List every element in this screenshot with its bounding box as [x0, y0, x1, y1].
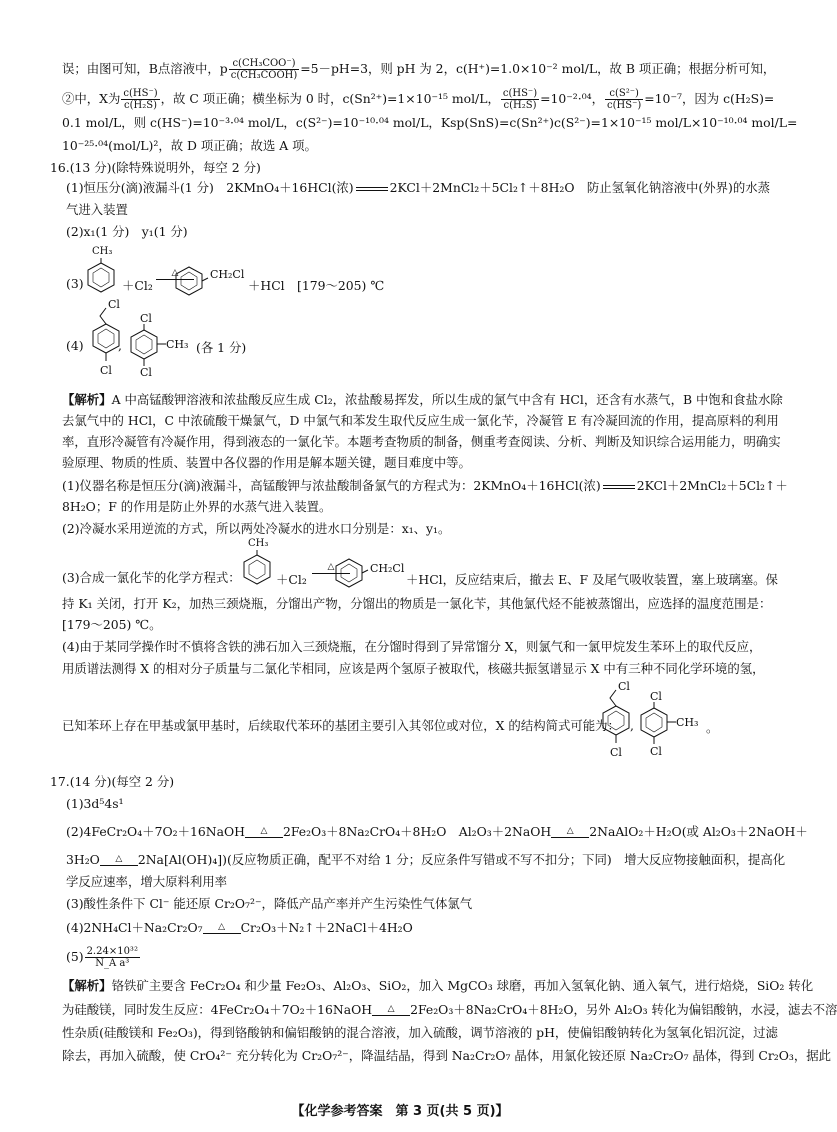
- methyl-label: CH₃: [676, 716, 699, 729]
- text-line: (1)恒压分(滴)液漏斗(1 分) 2KMnO₄＋16HCl(浓) 2KCl＋2MnCl₂＋5Cl₂↑＋8H₂O 防止氢氧化钠溶液中(外界)的水蒸: [66, 180, 771, 195]
- chlorine-label: Cl: [100, 364, 112, 377]
- analysis-line: [179～205) ℃。: [62, 617, 162, 632]
- analysis-line: 去氯气中的 HCl，C 中浓硫酸干燥氯气，D 中氯气和苯发生取代反应生成一氯化苄，冷凝管 E 有冷凝回流的作用，提高原料的利用: [62, 413, 779, 428]
- chloromethyl-label: CH₂Cl: [210, 268, 245, 281]
- chlorine-label: Cl: [650, 745, 662, 758]
- text-line: (4)2NH₄Cl＋Na₂Cr₂O₇ △ Cr₂O₃＋N₂↑＋2NaCl＋4H₂O: [66, 920, 413, 935]
- text-line: 误；由图可知，B点溶液中，p $\frac{\text{c(CH₃COO⁻)}}{\text{c(CH₃COOH)}}$ =5－pH=3，则 pH 为 2，c(H⁺)=1.0×10⁻² mol/L，故 B 项正确；根据分析可知，: [62, 58, 776, 81]
- analysis-line: 【解析】A 中高锰酸钾溶液和浓盐酸反应生成 Cl₂，浓盐酸易挥发，所以生成的氯气中含有 HCl，还含有水蒸气，B 中饱和食盐水除: [62, 392, 783, 407]
- analysis-line: 性杂质(硅酸镁和 Fe₂O₃)，得到铬酸钠和偏铝酸钠的混合溶液，加入硫酸，调节溶液的 pH，使偏铝酸钠转化为氢氧化铝沉淀，过滤: [62, 1025, 778, 1040]
- question-17-heading: 17.(14 分)(每空 2 分): [50, 774, 175, 789]
- item-label: (4): [66, 338, 84, 353]
- separator: ,: [630, 718, 634, 733]
- separator: ,: [118, 338, 122, 353]
- analysis-line: 为硅酸镁，同时发生反应：4FeCr₂O₄＋7O₂＋16NaOH △ 2Fe₂O₃＋8Na₂CrO₄＋8H₂O，另外 Al₂O₃ 转化为偏铝酸钠，水浸，滤去不溶: [62, 1002, 837, 1017]
- text-line: 学反应速率，增大原料利用率: [66, 874, 228, 889]
- analysis-line: 8H₂O；F 的作用是防止外界的水蒸气进入装置。: [62, 499, 332, 514]
- benzene-ring: [332, 556, 366, 590]
- methyl-label: CH₃: [166, 338, 189, 351]
- chlorine-label: Cl: [610, 746, 622, 759]
- fraction: $\frac{\text{c(CH₃COO⁻)}}{\text{c(CH₃COOH)}}$: [230, 58, 298, 81]
- chlorine-label: Cl: [140, 312, 152, 325]
- fraction: $\frac{\text{2.24×10³²}}{\text{N\_A a³}}$: [86, 946, 138, 969]
- text-line: 3H₂O △ 2Na[Al(OH)₄])(反应物质正确，配平不对给 1 分；反应条件写错或不写不扣分；下同) 增大反应物接触面积，提高化: [66, 852, 786, 867]
- fraction: $\frac{c(HS^-)}{\text{c(H₂S)}}$: [123, 88, 158, 111]
- analysis-line: 【解析】铬铁矿主要含 FeCr₂O₄ 和少量 Fe₂O₃、Al₂O₃、SiO₂，加入 MgCO₃ 球磨，再加入氢氧化钠、通入氧气，进行焙烧，SiO₂ 转化: [62, 978, 814, 993]
- period: 。: [706, 720, 719, 735]
- toluene-structure: [84, 258, 118, 298]
- fraction: $\frac{c(HS^-)}{\text{c(H₂S)}}$: [502, 88, 538, 111]
- score-note: (各 1 分): [196, 340, 247, 355]
- heat-condition: △: [115, 854, 123, 864]
- analysis-line: 除去，再加入硫酸，使 CrO₄²⁻ 充分转化为 Cr₂O₇²⁻，降温结晶，得到 Na₂Cr₂O₇ 晶体，用氯化铵还原 Na₂Cr₂O₇ 晶体，得到 Cr₂O₃，据此: [62, 1048, 832, 1063]
- heat-condition: △: [171, 268, 179, 278]
- fraction: $\frac{\text{c(S²⁻)}}{c(HS^-)}$: [607, 88, 642, 111]
- analysis-line: (1)仪器名称是恒压分(滴)液漏斗，高锰酸钾与浓盐酸制备氯气的方程式为：2KMnO₄＋16HCl(浓) 2KCl＋2MnCl₂＋5Cl₂↑＋: [62, 478, 788, 493]
- equals-sign: [356, 187, 388, 191]
- text-line: 气进入装置: [66, 202, 128, 217]
- text-line: 10⁻²⁵·⁰⁴(mol/L)²，故 D 项正确；故选 A 项。: [62, 138, 317, 153]
- analysis-line: 用质谱法测得 X 的相对分子质量与二氯化苄相同，应该是两个氢原子被取代，核磁共振氢谱显示 X 中有三种不同化学环境的氢，: [62, 661, 765, 676]
- chlorine-label: Cl: [140, 366, 152, 379]
- heat-condition: △: [566, 826, 574, 836]
- analysis-line: 验原理、物质的性质、装置中各仪器的作用是解本题关键，题目难度中等。: [62, 455, 471, 470]
- analysis-line: 已知苯环上存在甲基或氯甲基时，后续取代苯环的基团主要引入其邻位或对位，X 的结构简式可能为：: [62, 718, 620, 733]
- analysis-tag: 【解析】: [62, 392, 112, 407]
- item-label: (3): [66, 276, 84, 291]
- chlorine-label: Cl: [618, 680, 630, 693]
- text-line: (2)4FeCr₂O₄＋7O₂＋16NaOH △ 2Fe₂O₃＋8Na₂CrO₄＋8H₂O Al₂O₃＋2NaOH △ 2NaAlO₂＋H₂O(或 Al₂O₃＋2NaOH＋: [66, 824, 808, 839]
- question-16-heading: 16.(13 分)(除特殊说明外，每空 2 分): [50, 160, 261, 175]
- benzene-ring: [172, 264, 206, 298]
- reaction-products: ＋HCl [179～205) ℃: [248, 278, 385, 293]
- text-line: 0.1 mol/L，则 c(HS⁻)=10⁻³·⁰⁴ mol/L，c(S²⁻)=10⁻¹⁰·⁰⁴ mol/L，Ksp(SnS)=c(Sn²⁺)c(S²⁻)=1×10⁻¹⁵ mol/L×10⁻¹⁰·⁰⁴ mol/L=: [62, 115, 798, 130]
- reagent: ＋Cl₂: [122, 278, 153, 293]
- text-line: (5) $\frac{\text{2.24×10³²}}{\text{N\_A a³}}$: [66, 946, 138, 969]
- analysis-line: 持 K₁ 关闭，打开 K₂，加热三颈烧瓶，分馏出产物，分馏出的物质是一氯化苄，其他氯代烃不能被蒸馏出，应选择的温度范围是：: [62, 596, 772, 611]
- reagent: ＋Cl₂: [276, 572, 307, 587]
- text-line: ②中，X为 $\frac{c(HS^-)}{\text{c(H₂S)}}$ ，故 C 项正确；横坐标为 0 时，c(Sn²⁺)=1×10⁻¹⁵ mol/L， $\frac{c(HS^-)}{\text{c(H₂S)}}$ =10⁻²·⁰⁴， $\frac{\text{c(S²⁻)}}{c(HS^-)}$ =10⁻⁷，因为 c(H₂S)=: [62, 88, 775, 111]
- analysis-line: (3)合成一氯化苄的化学方程式：: [62, 570, 241, 585]
- heat-condition: △: [387, 1004, 395, 1014]
- chlorine-label: Cl: [108, 298, 120, 311]
- methyl-label: CH₃: [248, 538, 269, 549]
- heat-condition: △: [260, 826, 268, 836]
- text-line: (3)酸性条件下 Cl⁻ 能还原 Cr₂O₇²⁻，降低产品产率并产生污染性气体氯气: [66, 896, 473, 911]
- analysis-line: (4)由于某同学操作时不慎将含铁的沸石加入三颈烧瓶，在分馏时得到了异常馏分 X，则氯气和一氯甲烷发生苯环上的取代反应，: [62, 639, 762, 654]
- text-line: (2)x₁(1 分) y₁(1 分): [66, 224, 188, 239]
- analysis-line: 率，直形冷凝管有冷凝作用，得到液态的一氯化苄。本题考查物质的制备，侧重考查阅读、分析、判断及知识综合运用能力，明确实: [62, 434, 781, 449]
- analysis-tag: 【解析】: [62, 978, 112, 993]
- analysis-line: ＋HCl，反应结束后，撤去 E、F 及尾气吸收装置，塞上玻璃塞。保: [406, 572, 778, 587]
- equals-sign: [603, 485, 635, 489]
- chlorine-label: Cl: [650, 690, 662, 703]
- toluene-structure: [240, 550, 274, 590]
- heat-condition: △: [218, 922, 226, 932]
- chloromethyl-label: CH₂Cl: [370, 562, 405, 575]
- methyl-label: CH₃: [92, 246, 113, 257]
- analysis-line: (2)冷凝水采用逆流的方式，所以两处冷凝水的进水口分别是：x₁、y₁。: [62, 521, 451, 536]
- text-line: (1)3d⁵4s¹: [66, 796, 124, 811]
- page-footer: 【化学参考答案 第 3 页(共 5 页)】: [291, 1104, 509, 1119]
- heat-condition: △: [327, 562, 335, 572]
